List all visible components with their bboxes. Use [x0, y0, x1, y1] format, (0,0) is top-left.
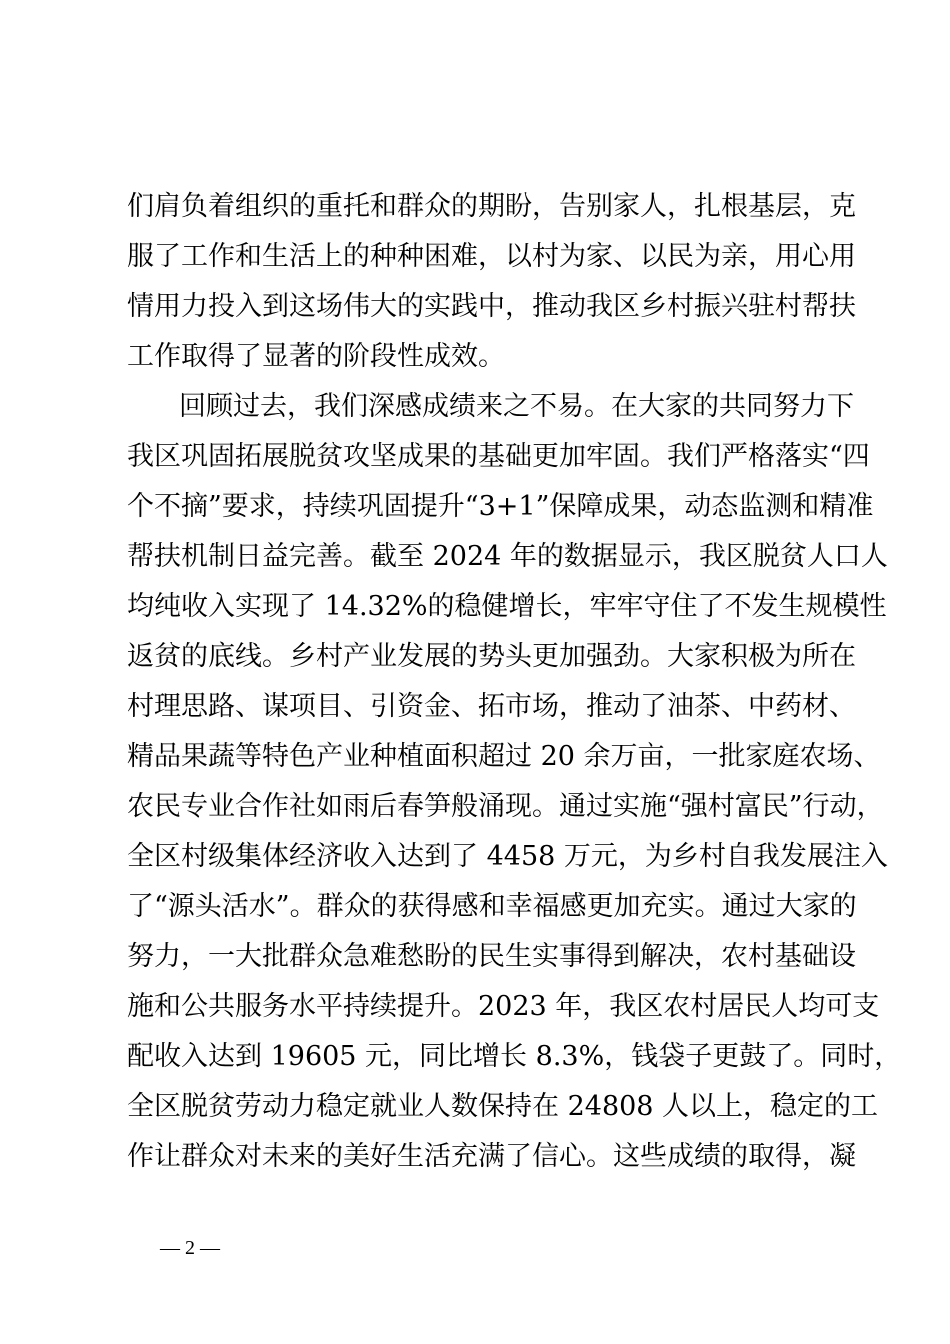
- paragraph-start-line: 回顾过去，我们深感成绩来之不易。在大家的共同努力下: [179, 391, 854, 422]
- text-line-12: 精品果蔬等特色产业种植面积超过 20 余万亩，一批家庭农场、: [127, 741, 881, 772]
- text-line-3: 情用力投入到这场伟大的实践中，推动我区乡村振兴驻村帮扶: [127, 291, 856, 322]
- text-line-13: 农民专业合作社如雨后春笋般涌现。通过实施“强村富民”行动，: [127, 791, 884, 822]
- text-line-14: 全区村级集体经济收入达到了 4458 万元，为乡村自我发展注入: [127, 841, 888, 872]
- text-line-1: 们肩负着组织的重托和群众的期盼，告别家人，扎根基层，克: [127, 191, 856, 222]
- document-body: [127, 182, 902, 1182]
- text-line-17: 施和公共服务水平持续提升。2023 年，我区农村居民人均可支: [127, 991, 880, 1022]
- page-number: — 2 —: [160, 1237, 220, 1259]
- text-line-7: 个不摘”要求，持续巩固提升“3+1”保障成果，动态监测和精准: [127, 491, 874, 522]
- text-line-19: 全区脱贫劳动力稳定就业人数保持在 24808 人以上，稳定的工: [127, 1091, 879, 1122]
- text-line-2: 服了工作和生活上的种种困难，以村为家、以民为亲，用心用: [127, 241, 856, 272]
- text-line-20: 作让群众对未来的美好生活充满了信心。这些成绩的取得，凝: [127, 1141, 856, 1172]
- text-line-18: 配收入达到 19605 元，同比增长 8.3%，钱袋子更鼓了。同时，: [127, 1041, 902, 1072]
- text-line-16: 努力，一大批群众急难愁盼的民生实事得到解决，农村基础设: [127, 941, 856, 972]
- text-line-6: 我区巩固拓展脱贫攻坚成果的基础更加牢固。我们严格落实“四: [127, 441, 870, 472]
- text-line-9: 均纯收入实现了 14.32%的稳健增长，牢牢守住了不发生规模性: [127, 591, 887, 622]
- text-line-15: 了“源头活水”。群众的获得感和幸福感更加充实。通过大家的: [127, 891, 857, 922]
- text-line-10: 返贫的底线。乡村产业发展的势头更加强劲。大家积极为所在: [127, 641, 856, 672]
- text-line-11: 村理思路、谋项目、引资金、拓市场，推动了油茶、中药材、: [127, 691, 856, 722]
- text-line-4: 工作取得了显著的阶段性成效。: [127, 341, 505, 372]
- text-line-8: 帮扶机制日益完善。截至 2024 年的数据显示，我区脱贫人口人: [127, 541, 888, 572]
